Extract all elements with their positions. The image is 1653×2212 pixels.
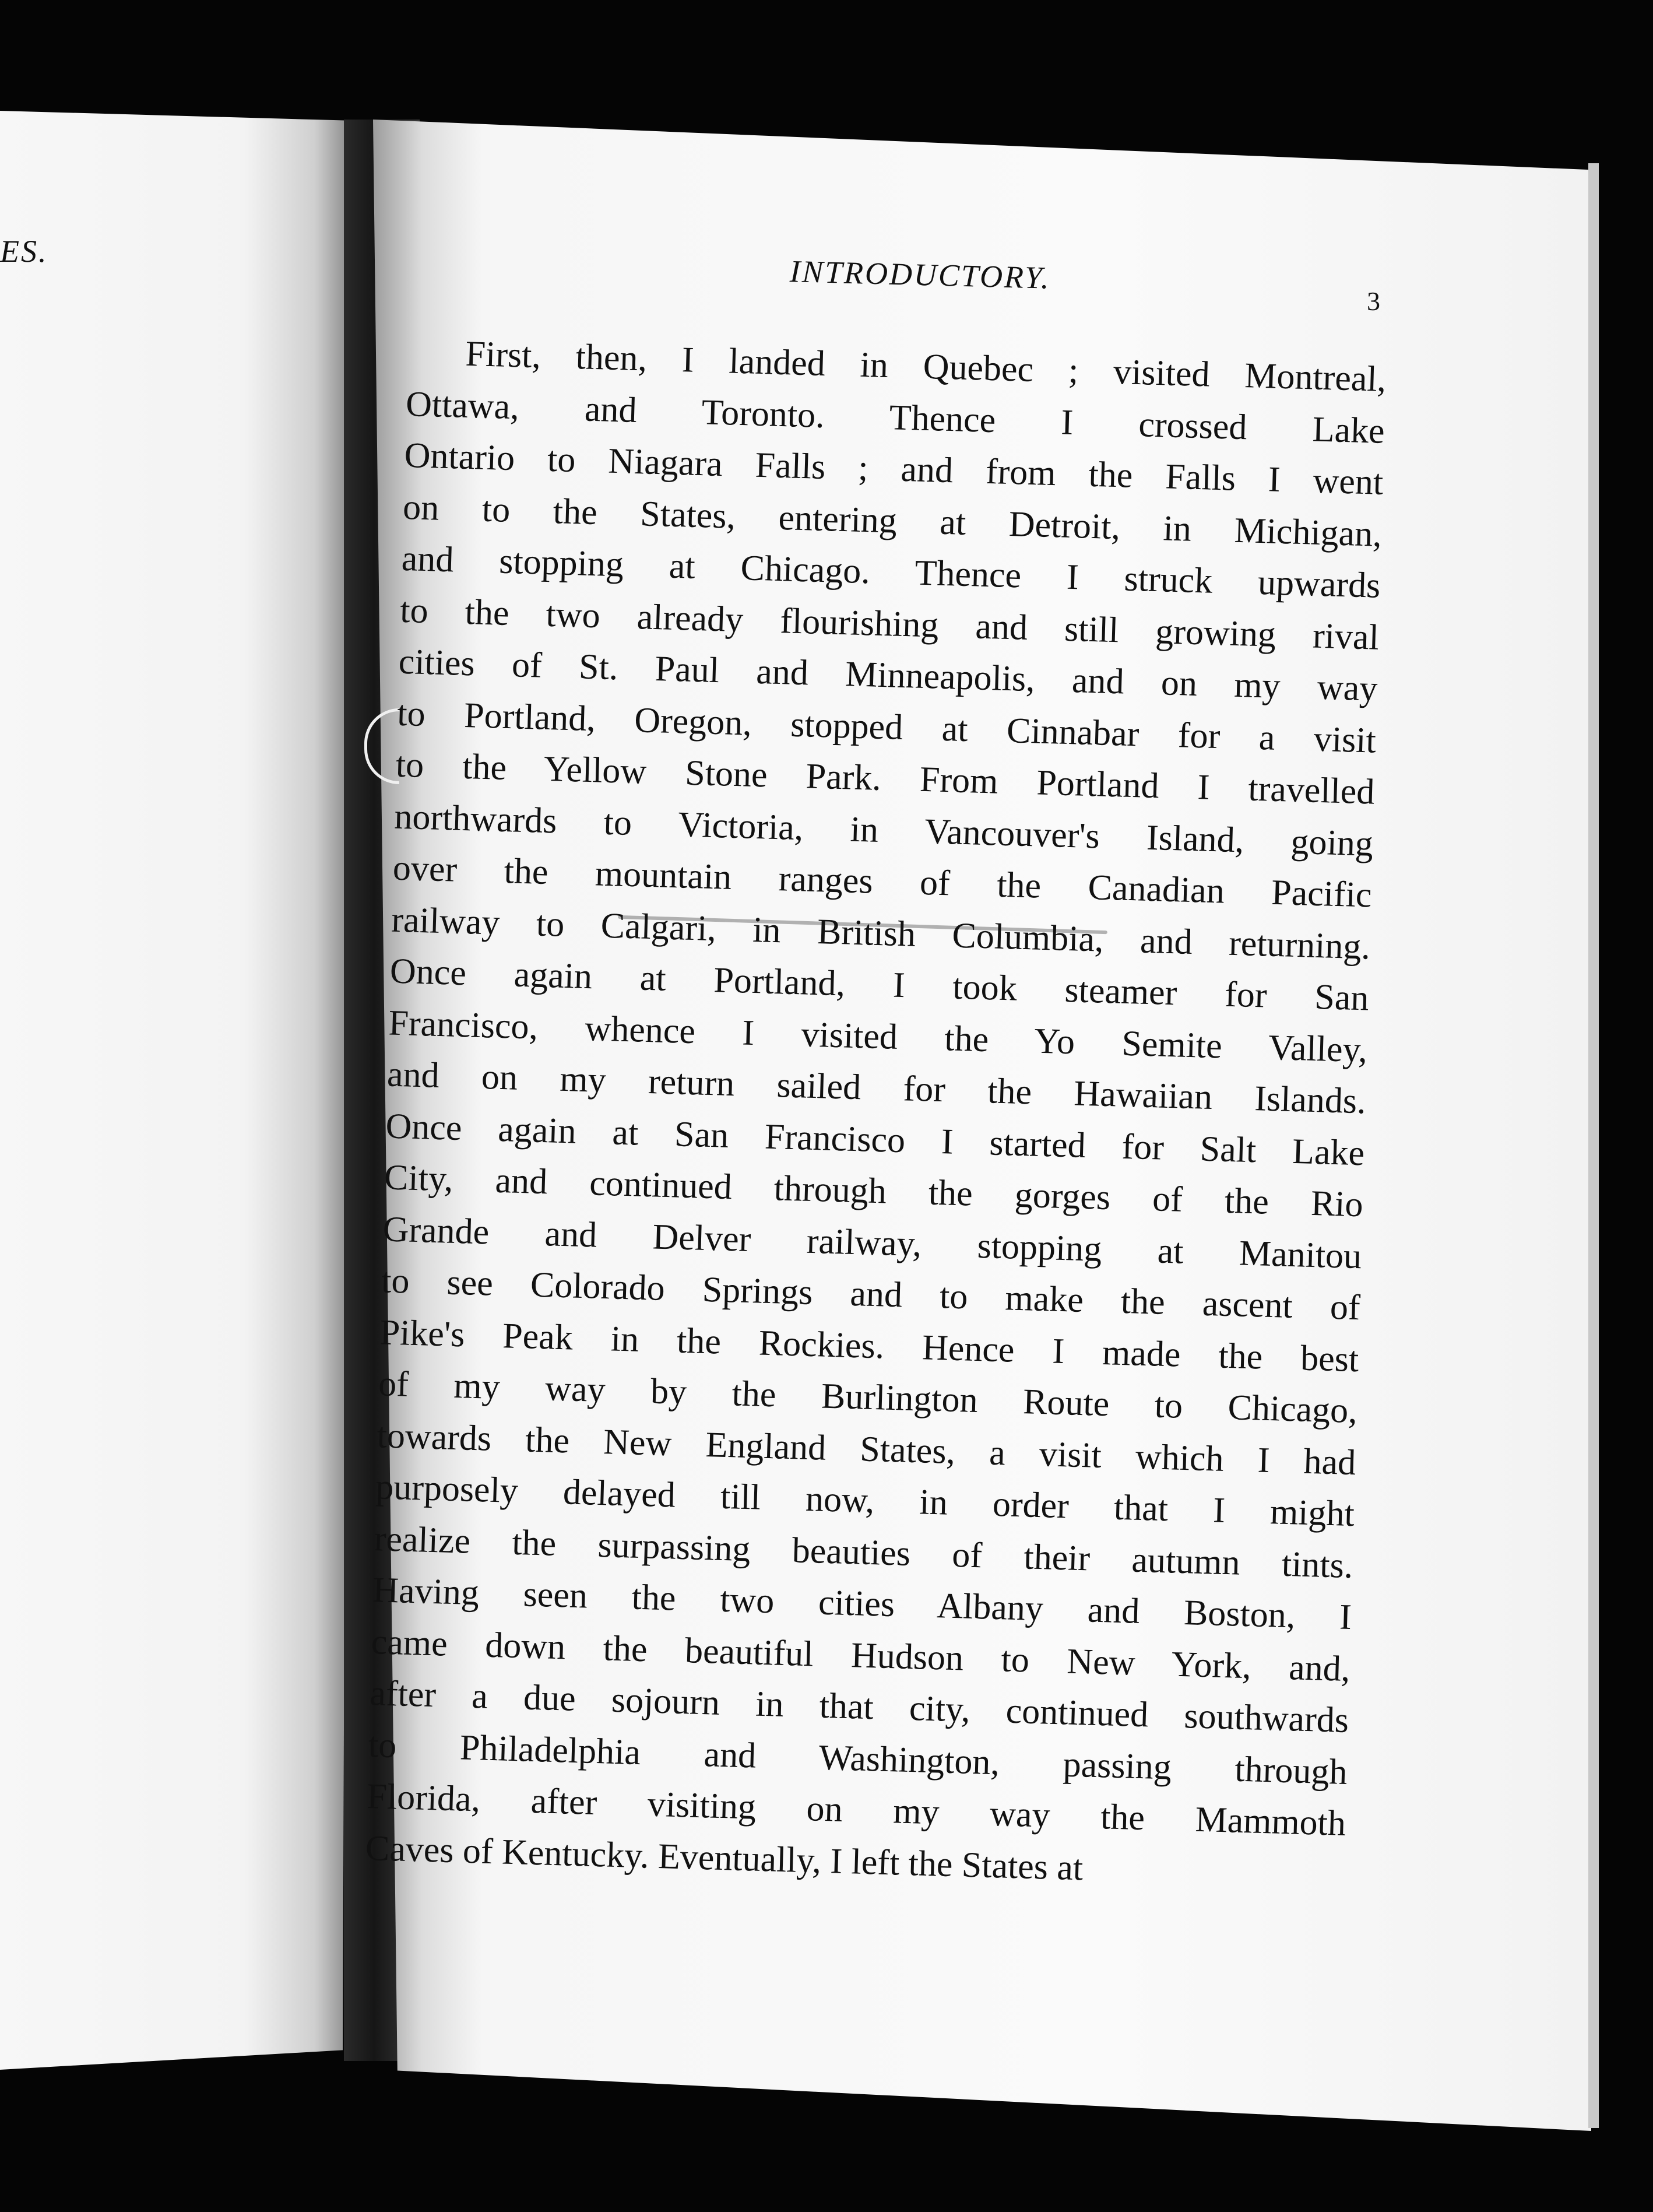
body-line: City, and continued through the gorges of the Rio [384, 1157, 1364, 1225]
body-line: Having seen the two cities Albany and Boston, I [372, 1570, 1352, 1638]
body-line: Ontario to Niagara Falls ; and from the Falls I went [403, 435, 1384, 503]
body-line: Once again at Portland, I took steamer for San [389, 951, 1370, 1019]
body-line: on to the States, entering at Detroit, in Michigan, [402, 487, 1383, 554]
body-line: Ottawa, and Toronto. Thence I crossed Lake [405, 384, 1385, 451]
body-line: to Portland, Oregon, stopped at Cinnabar for a visit [396, 693, 1377, 761]
body-line: came down the beautiful Hudson to New York, and, [371, 1621, 1351, 1689]
body-line: to see Colorado Springs and to make the ascent of [381, 1261, 1361, 1328]
body-line: towards the New England States, a visit which I had [376, 1415, 1357, 1483]
body-line: over the mountain ranges of the Canadian Pacific [392, 848, 1373, 915]
body-line: First, then, I landed in Quebec ; visited Montreal, [465, 333, 1387, 399]
body-line: after a due sojourn in that city, continued southwards [369, 1673, 1349, 1740]
body-line: railway to Calgari, in British Columbia, and returning. [391, 900, 1371, 967]
page-edge [1588, 163, 1599, 2128]
body-line: to Philadelphia and Washington, passing through [368, 1725, 1348, 1792]
body-text [365, 326, 1387, 1901]
body-line: Pike's Peak in the Rockies. Hence I made the best [379, 1312, 1360, 1379]
left-running-head: ES. [0, 234, 48, 269]
body-line: Grande and Delver railway, stopping at Manitou [382, 1209, 1363, 1276]
body-line: and on my return sailed for the Hawaiian Islands. [386, 1054, 1367, 1122]
body-line: Once again at San Francisco I started for Salt Lake [385, 1105, 1365, 1173]
body-line: to the Yellow Stone Park. From Portland I travelled [395, 745, 1376, 812]
body-line: purposely delayed till now, in order that I might [375, 1467, 1355, 1535]
body-line: Caves of Kentucky. Eventually, I left the States at [365, 1828, 1084, 1888]
body-line: Florida, after visiting on my way the Mammoth [366, 1776, 1346, 1844]
body-line: to the two already flourishing and still growing rival [399, 590, 1380, 658]
body-line: northwards to Victoria, in Vancouver's Island, going [393, 796, 1374, 864]
body-line: and stopping at Chicago. Thence I struck upwards [400, 538, 1381, 606]
right-running-head: INTRODUCTORY. [789, 254, 1051, 296]
page-number: 3 [1367, 286, 1380, 316]
body-line: realize the surpassing beauties of their autumn tints. [373, 1518, 1354, 1586]
body-line: of my way by the Burlington Route to Chicago, [378, 1364, 1358, 1431]
left-page [0, 111, 350, 2070]
body-line: Francisco, whence I visited the Yo Semite Valley, [388, 1003, 1368, 1070]
body-line: cities of St. Paul and Minneapolis, and on my way [398, 641, 1378, 709]
